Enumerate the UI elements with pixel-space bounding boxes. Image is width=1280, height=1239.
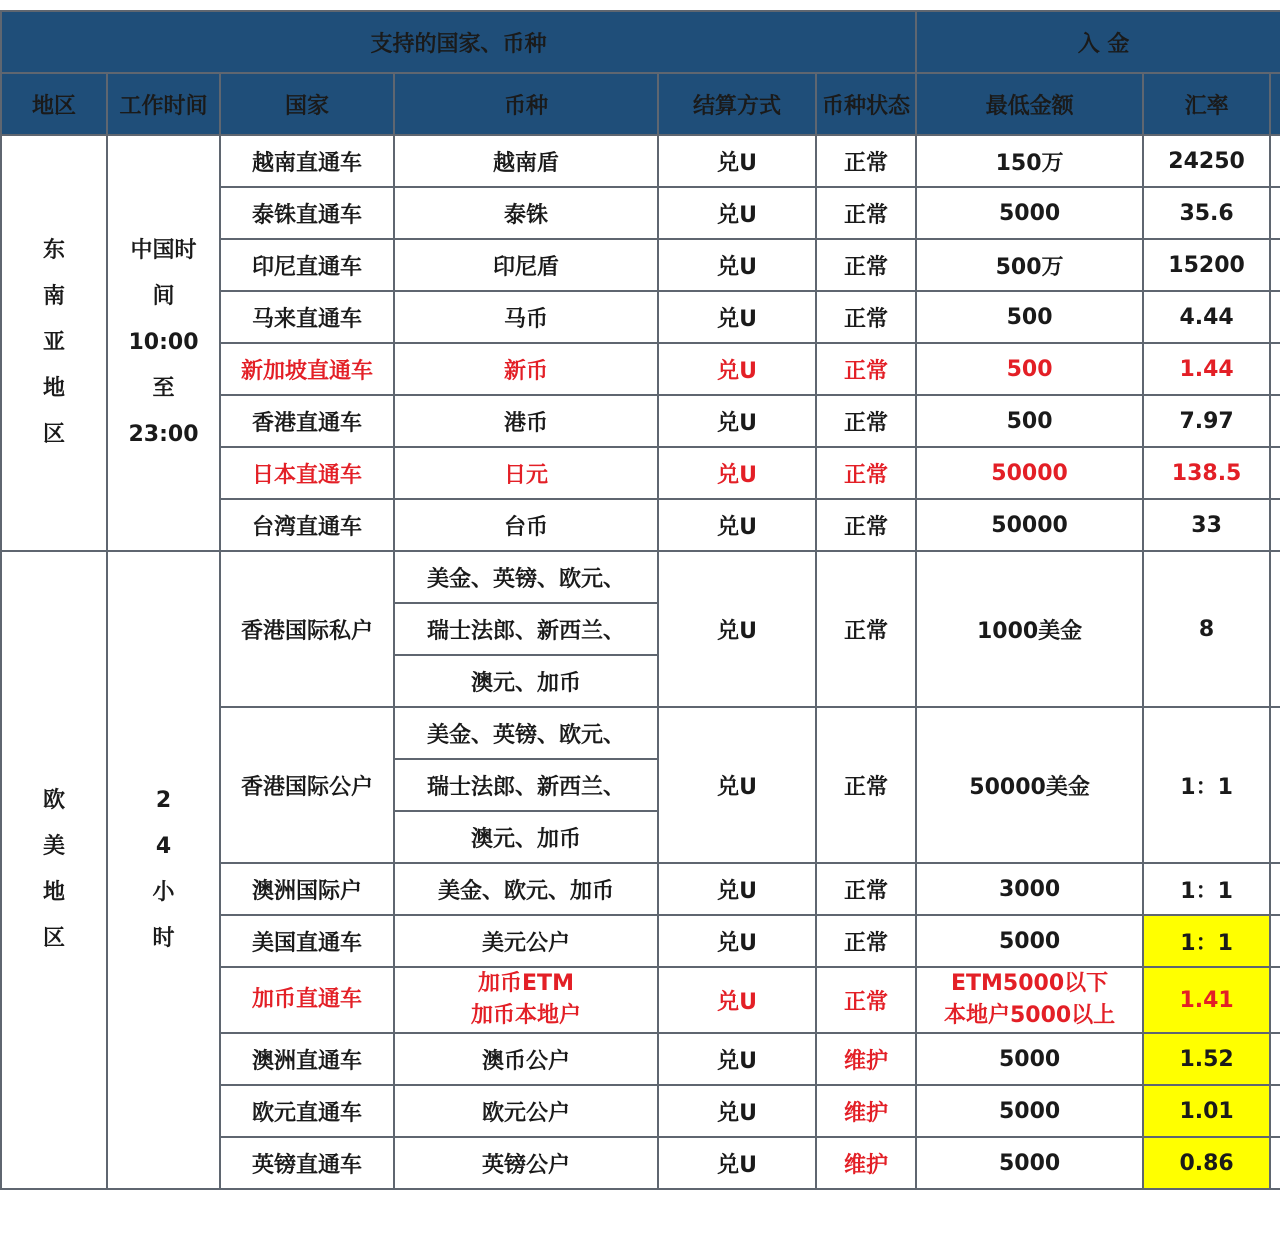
min-amount-cell: 3000: [916, 863, 1143, 915]
rate-cell: 1.44: [1143, 343, 1270, 395]
hours-west: 2 4 小 时: [107, 551, 220, 1189]
settlement-cell: 兑U: [658, 291, 816, 343]
country-cell: 加币直通车: [220, 967, 394, 1033]
status-cell: 正常: [816, 915, 916, 967]
status-cell: 正常: [816, 447, 916, 499]
col-header-status: 币种状态: [816, 73, 916, 135]
extra-cell: [1270, 863, 1280, 915]
col-header-currency: 币种: [394, 73, 658, 135]
table-row: [1, 551, 1280, 603]
settlement-cell: 兑U: [658, 239, 816, 291]
status-cell: 正常: [816, 863, 916, 915]
currency-cell: 美金、欧元、加币: [394, 863, 658, 915]
country-cell: 香港国际私户: [220, 551, 394, 707]
currency-cell: 瑞士法郎、新西兰、: [394, 759, 658, 811]
rate-cell: 1：1: [1143, 863, 1270, 915]
currency-cell: 新币: [394, 343, 658, 395]
min-amount-cell: 5000: [916, 1033, 1143, 1085]
settlement-cell: 兑U: [658, 343, 816, 395]
extra-cell: [1270, 967, 1280, 1033]
extra-cell: [1270, 447, 1280, 499]
country-cell: 澳洲国际户: [220, 863, 394, 915]
extra-cell: [1270, 707, 1280, 863]
rate-cell: 1：1: [1143, 915, 1270, 967]
rate-cell: 33: [1143, 499, 1270, 551]
settlement-cell: 兑U: [658, 1033, 816, 1085]
settlement-cell: 兑U: [658, 707, 816, 863]
status-cell: 正常: [816, 395, 916, 447]
extra-cell: [1270, 239, 1280, 291]
country-cell: 新加坡直通车: [220, 343, 394, 395]
status-cell: 维护: [816, 1033, 916, 1085]
extra-cell: [1270, 551, 1280, 707]
country-cell: 欧元直通车: [220, 1085, 394, 1137]
rate-cell: 1：1: [1143, 707, 1270, 863]
settlement-cell: 兑U: [658, 967, 816, 1033]
currency-cell: 马币: [394, 291, 658, 343]
country-cell: 印尼直通车: [220, 239, 394, 291]
currency-cell: 美元公户: [394, 915, 658, 967]
column-header-row: [1, 73, 1280, 135]
country-cell: 澳洲直通车: [220, 1033, 394, 1085]
country-cell: 台湾直通车: [220, 499, 394, 551]
currency-cell: 英镑公户: [394, 1137, 658, 1189]
settlement-cell: 兑U: [658, 1137, 816, 1189]
rate-cell: 1.01: [1143, 1085, 1270, 1137]
extra-cell: [1270, 1033, 1280, 1085]
min-amount-cell: 5000: [916, 915, 1143, 967]
currency-cell: 日元: [394, 447, 658, 499]
col-header-rate: 汇率: [1143, 73, 1270, 135]
min-amount-cell: 500万: [916, 239, 1143, 291]
min-amount-cell: 150万: [916, 135, 1143, 187]
settlement-cell: 兑U: [658, 863, 816, 915]
rate-cell: 138.5: [1143, 447, 1270, 499]
rate-cell: 15200: [1143, 239, 1270, 291]
rate-cell: 4.44: [1143, 291, 1270, 343]
extra-cell: [1270, 499, 1280, 551]
table-row: [1, 135, 1280, 187]
country-cell: 泰铢直通车: [220, 187, 394, 239]
currency-cell: 瑞士法郎、新西兰、: [394, 603, 658, 655]
currency-cell: [394, 967, 658, 1033]
currency-cell: 澳元、加币: [394, 811, 658, 863]
min-amount-cell: 50000: [916, 447, 1143, 499]
group-header-deposit: 入 金: [916, 11, 1280, 73]
rate-cell: 1.41: [1143, 967, 1270, 1033]
extra-cell: [1270, 187, 1280, 239]
currency-cell: 越南盾: [394, 135, 658, 187]
extra-cell: [1270, 1085, 1280, 1137]
settlement-cell: 兑U: [658, 187, 816, 239]
col-header-extra: [1270, 73, 1280, 135]
country-cell: 越南直通车: [220, 135, 394, 187]
col-header-region: 地区: [1, 73, 107, 135]
min-amount-line: ETM5000以下: [950, 971, 1109, 996]
status-cell: 正常: [816, 187, 916, 239]
status-cell: 正常: [816, 707, 916, 863]
min-amount-cell: 5000: [916, 187, 1143, 239]
rates-table: [0, 10, 1280, 1190]
sea-section: [1, 135, 1280, 551]
rate-cell: 8: [1143, 551, 1270, 707]
status-cell: 维护: [816, 1137, 916, 1189]
west-section: [1, 551, 1280, 1189]
status-cell: 正常: [816, 499, 916, 551]
extra-cell: [1270, 343, 1280, 395]
min-amount-cell: 1000美金: [916, 551, 1143, 707]
status-cell: 维护: [816, 1085, 916, 1137]
min-amount-cell: 50000美金: [916, 707, 1143, 863]
country-cell: 美国直通车: [220, 915, 394, 967]
currency-cell: 美金、英镑、欧元、: [394, 707, 658, 759]
group-header-row: [1, 11, 1280, 73]
country-cell: 香港直通车: [220, 395, 394, 447]
hours-sea: 中国时 间 10:00 至 23:00: [107, 135, 220, 551]
settlement-cell: 兑U: [658, 915, 816, 967]
extra-cell: [1270, 395, 1280, 447]
currency-cell: 澳元、加币: [394, 655, 658, 707]
status-cell: 正常: [816, 967, 916, 1033]
col-header-country: 国家: [220, 73, 394, 135]
currency-cell: 港币: [394, 395, 658, 447]
min-amount-cell: 500: [916, 395, 1143, 447]
settlement-cell: 兑U: [658, 499, 816, 551]
status-cell: 正常: [816, 239, 916, 291]
col-header-settlement: 结算方式: [658, 73, 816, 135]
settlement-cell: 兑U: [658, 447, 816, 499]
settlement-cell: 兑U: [658, 1085, 816, 1137]
status-cell: 正常: [816, 343, 916, 395]
region-west: 欧 美 地 区: [1, 551, 107, 1189]
col-header-min-amount: 最低金额: [916, 73, 1143, 135]
extra-cell: [1270, 1137, 1280, 1189]
col-header-hours: 工作时间: [107, 73, 220, 135]
settlement-cell: 兑U: [658, 135, 816, 187]
min-amount-cell: 5000: [916, 1137, 1143, 1189]
rate-cell: 7.97: [1143, 395, 1270, 447]
currency-cell: 澳币公户: [394, 1033, 658, 1085]
rate-cell: 24250: [1143, 135, 1270, 187]
currency-cell: 欧元公户: [394, 1085, 658, 1137]
region-sea: 东 南 亚 地 区: [1, 135, 107, 551]
group-header-supported: 支持的国家、币种: [1, 11, 916, 73]
extra-cell: [1270, 135, 1280, 187]
status-cell: 正常: [816, 135, 916, 187]
rate-cell: 0.86: [1143, 1137, 1270, 1189]
country-cell: 香港国际公户: [220, 707, 394, 863]
rate-cell: 35.6: [1143, 187, 1270, 239]
currency-line: 加币本地户: [470, 1003, 581, 1028]
min-amount-cell: 500: [916, 291, 1143, 343]
country-cell: 马来直通车: [220, 291, 394, 343]
currency-cell: 美金、英镑、欧元、: [394, 551, 658, 603]
settlement-cell: 兑U: [658, 551, 816, 707]
currency-line: 加币ETM: [478, 971, 574, 996]
country-cell: 日本直通车: [220, 447, 394, 499]
currency-cell: 泰铢: [394, 187, 658, 239]
extra-cell: [1270, 915, 1280, 967]
min-amount-cell: 5000: [916, 1085, 1143, 1137]
settlement-cell: 兑U: [658, 395, 816, 447]
currency-cell: 印尼盾: [394, 239, 658, 291]
rate-cell: 1.52: [1143, 1033, 1270, 1085]
min-amount-line: 本地户5000以上: [943, 1003, 1116, 1028]
min-amount-cell: 500: [916, 343, 1143, 395]
currency-cell: 台币: [394, 499, 658, 551]
min-amount-cell: 50000: [916, 499, 1143, 551]
status-cell: 正常: [816, 291, 916, 343]
country-cell: 英镑直通车: [220, 1137, 394, 1189]
extra-cell: [1270, 291, 1280, 343]
min-amount-cell: [916, 967, 1143, 1033]
status-cell: 正常: [816, 551, 916, 707]
